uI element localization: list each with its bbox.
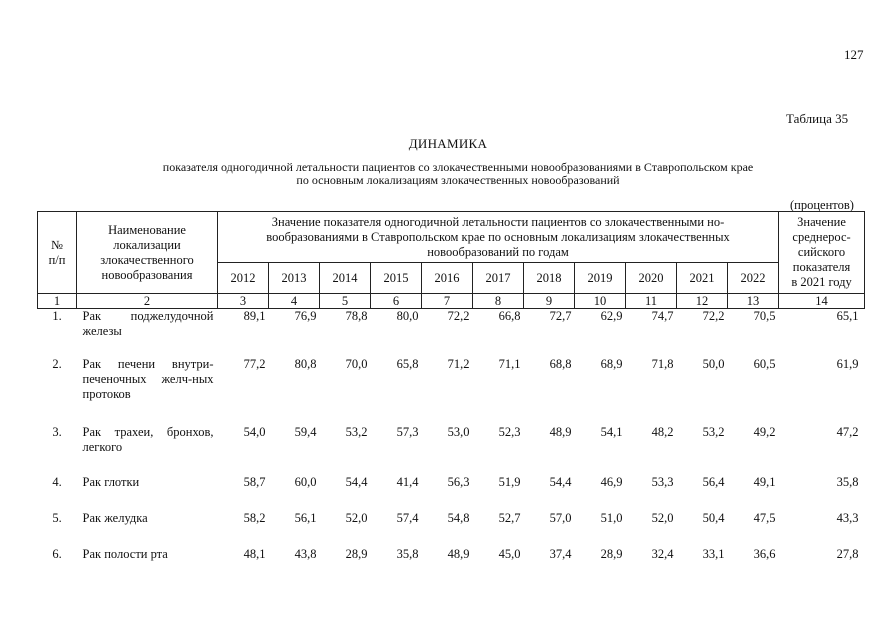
- russian-average-cell: 35,8: [836, 474, 859, 489]
- value-cell: 45,0: [498, 546, 521, 561]
- value-cell: 76,9: [294, 309, 317, 323]
- year-header-2018: 2018: [524, 263, 575, 294]
- value-cell: 71,8: [651, 356, 674, 371]
- column-number: 13: [728, 294, 779, 309]
- value-cell: 57,0: [549, 510, 572, 525]
- column-number: 12: [677, 294, 728, 309]
- value-cell: 57,3: [396, 424, 419, 439]
- row-number: 2.: [52, 356, 62, 371]
- column-number: 7: [422, 294, 473, 309]
- column-number: 8: [473, 294, 524, 309]
- column-number: 4: [269, 294, 320, 309]
- value-cell: 89,1: [243, 309, 266, 323]
- value-cell: 51,9: [498, 474, 521, 489]
- column-number: 9: [524, 294, 575, 309]
- row-number: 1.: [52, 309, 62, 323]
- document-title: ДИНАМИКА: [408, 136, 488, 151]
- value-cell: 54,4: [549, 474, 572, 489]
- value-cell: 33,1: [702, 546, 725, 561]
- year-header-2013: 2013: [269, 263, 320, 294]
- table-row: [38, 309, 865, 357]
- table-label: Таблица 35: [786, 111, 849, 126]
- units-label: (процентов): [790, 198, 854, 212]
- value-cell: 52,3: [498, 424, 521, 439]
- value-cell: 62,9: [600, 309, 623, 323]
- value-cell: 48,1: [243, 546, 266, 561]
- value-cell: 71,2: [447, 356, 470, 371]
- value-cell: 53,3: [651, 474, 674, 489]
- column-number: 11: [626, 294, 677, 309]
- value-cell: 70,5: [753, 309, 776, 323]
- mortality-table: [37, 211, 865, 577]
- value-cell: 58,2: [243, 510, 266, 525]
- header-localization: Наименование локализации злокачественного новообразования: [77, 212, 218, 294]
- value-cell: 72,2: [447, 309, 470, 323]
- value-cell: 65,8: [396, 356, 419, 371]
- russian-average-cell: 61,9: [836, 356, 859, 371]
- year-header-2012: 2012: [218, 263, 269, 294]
- localization-name: Рак глотки: [82, 474, 140, 489]
- value-cell: 35,8: [396, 546, 419, 561]
- year-header-2020: 2020: [626, 263, 677, 294]
- value-cell: 54,4: [345, 474, 368, 489]
- column-number: 14: [779, 294, 865, 309]
- russian-average-cell: 47,2: [836, 424, 859, 439]
- subtitle-line-2: по основным локализациям злокачественных новообразований: [296, 173, 620, 187]
- column-number: 1: [38, 294, 77, 309]
- value-cell: 71,1: [498, 356, 521, 371]
- year-header-2021: 2021: [677, 263, 728, 294]
- column-number: 6: [371, 294, 422, 309]
- row-number: 3.: [52, 424, 62, 439]
- value-cell: 56,4: [702, 474, 725, 489]
- table-row: [38, 357, 865, 425]
- table-body: [38, 309, 865, 577]
- year-header-2015: 2015: [371, 263, 422, 294]
- value-cell: 37,4: [549, 546, 572, 561]
- value-cell: 43,8: [294, 546, 317, 561]
- localization-name: Рак полости рта: [82, 546, 168, 561]
- value-cell: 77,2: [243, 356, 266, 371]
- value-cell: 53,2: [345, 424, 368, 439]
- value-cell: 49,2: [753, 424, 776, 439]
- value-cell: 53,2: [702, 424, 725, 439]
- value-cell: 36,6: [753, 546, 776, 561]
- value-cell: 48,9: [549, 424, 572, 439]
- table-row: [38, 425, 865, 475]
- document-subtitle: [60, 161, 856, 187]
- year-header-2016: 2016: [422, 263, 473, 294]
- value-cell: 56,3: [447, 474, 470, 489]
- value-cell: 70,0: [345, 356, 368, 371]
- row-number: 4.: [52, 474, 62, 489]
- value-cell: 60,5: [753, 356, 776, 371]
- value-cell: 57,4: [396, 510, 419, 525]
- value-cell: 50,0: [702, 356, 725, 371]
- localization-name: Рак печени внутри-печеночных желч-ных протоков: [82, 356, 214, 401]
- localization-name: Рак поджелудочной железы: [82, 309, 214, 338]
- value-cell: 48,2: [651, 424, 674, 439]
- value-cell: 54,0: [243, 424, 266, 439]
- header-values-group: Значение показателя одногодичной летальности пациентов со злокачественными но- вообразованиями в Ставропольском крае по основным локализациям злокачественных новообразований по годам: [218, 212, 779, 263]
- value-cell: 58,7: [243, 474, 266, 489]
- value-cell: 49,1: [753, 474, 776, 489]
- year-header-2019: 2019: [575, 263, 626, 294]
- year-header-2017: 2017: [473, 263, 524, 294]
- year-header-2022: 2022: [728, 263, 779, 294]
- header-row-top: [38, 212, 865, 263]
- value-cell: 78,8: [345, 309, 368, 323]
- column-number: 5: [320, 294, 371, 309]
- value-cell: 54,1: [600, 424, 623, 439]
- value-cell: 68,9: [600, 356, 623, 371]
- table-row: [38, 475, 865, 511]
- table-row: [38, 511, 865, 547]
- value-cell: 52,0: [345, 510, 368, 525]
- value-cell: 52,0: [651, 510, 674, 525]
- russian-average-cell: 65,1: [836, 309, 859, 323]
- value-cell: 66,8: [498, 309, 521, 323]
- column-number: 2: [77, 294, 218, 309]
- page-number: 127: [844, 47, 864, 62]
- value-cell: 80,0: [396, 309, 419, 323]
- russian-average-cell: 27,8: [836, 546, 859, 561]
- value-cell: 59,4: [294, 424, 317, 439]
- value-cell: 50,4: [702, 510, 725, 525]
- value-cell: 53,0: [447, 424, 470, 439]
- table-row: [38, 547, 865, 577]
- value-cell: 52,7: [498, 510, 521, 525]
- value-cell: 48,9: [447, 546, 470, 561]
- column-number: 10: [575, 294, 626, 309]
- value-cell: 28,9: [345, 546, 368, 561]
- value-cell: 51,0: [600, 510, 623, 525]
- value-cell: 80,8: [294, 356, 317, 371]
- value-cell: 47,5: [753, 510, 776, 525]
- value-cell: 74,7: [651, 309, 674, 323]
- row-number: 6.: [52, 546, 62, 561]
- value-cell: 32,4: [651, 546, 674, 561]
- header-number: № п/п: [38, 212, 77, 294]
- value-cell: 56,1: [294, 510, 317, 525]
- year-header-2014: 2014: [320, 263, 371, 294]
- value-cell: 72,7: [549, 309, 572, 323]
- localization-name: Рак желудка: [82, 510, 148, 525]
- row-number: 5.: [52, 510, 62, 525]
- localization-name: Рак трахеи, бронхов, легкого: [82, 424, 214, 454]
- column-number: 3: [218, 294, 269, 309]
- value-cell: 60,0: [294, 474, 317, 489]
- header-russian-average: Значение среднерос- сийского показателя в 2021 году: [779, 212, 865, 294]
- value-cell: 28,9: [600, 546, 623, 561]
- russian-average-cell: 43,3: [836, 510, 859, 525]
- value-cell: 54,8: [447, 510, 470, 525]
- value-cell: 68,8: [549, 356, 572, 371]
- value-cell: 72,2: [702, 309, 725, 323]
- subtitle-line-1: показателя одногодичной летальности пациентов со злокачественными новообразованиями в Ставропольском крае: [162, 160, 754, 174]
- value-cell: 46,9: [600, 474, 623, 489]
- column-numbers-row: [38, 294, 865, 309]
- value-cell: 41,4: [396, 474, 419, 489]
